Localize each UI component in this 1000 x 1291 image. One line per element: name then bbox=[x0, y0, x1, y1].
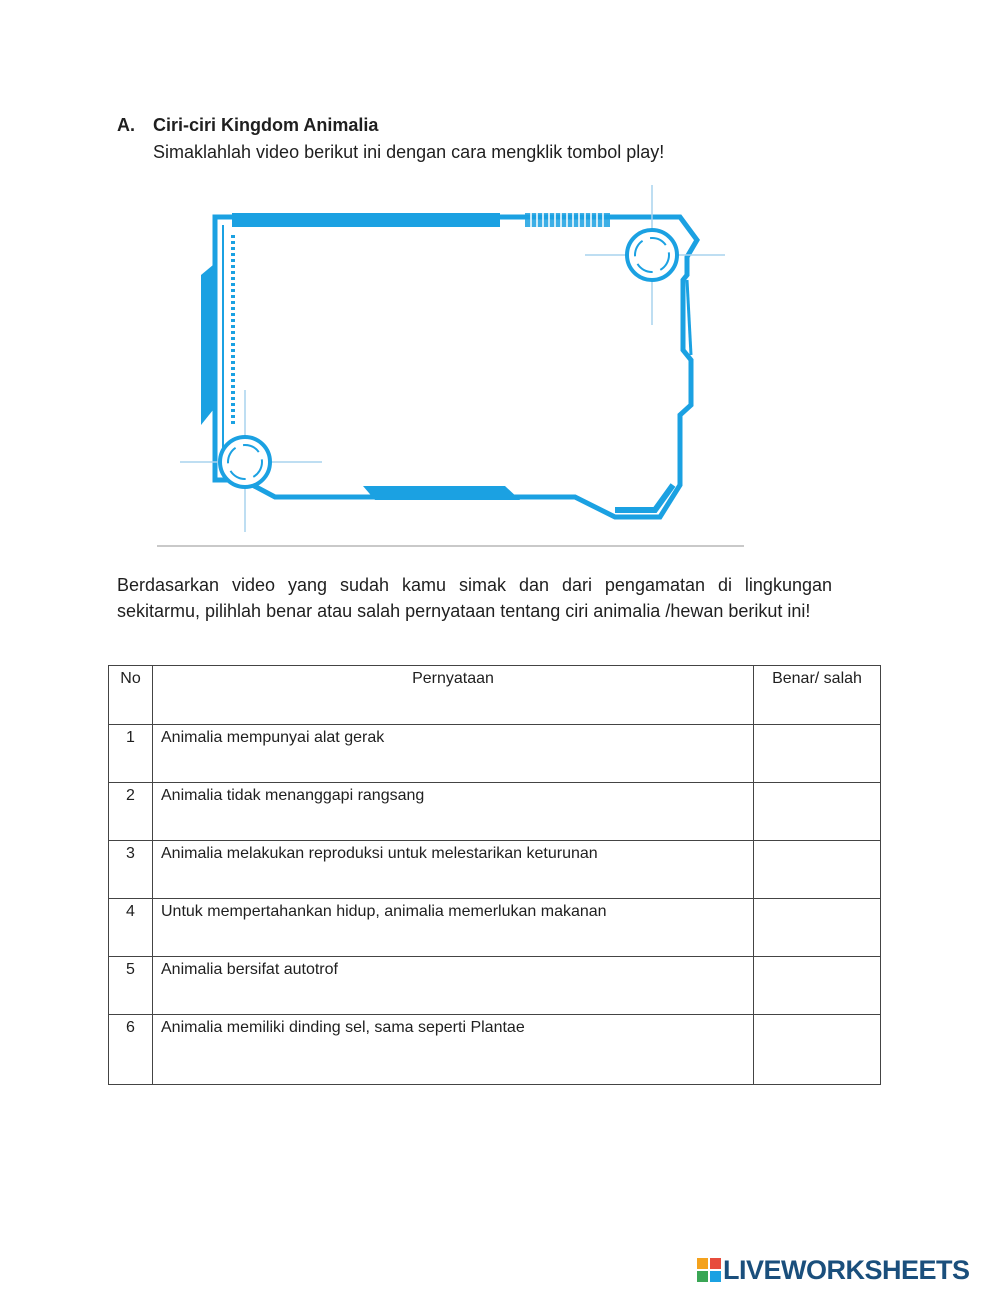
liveworksheets-logo[interactable] bbox=[697, 1255, 970, 1285]
header-statement: Pernyataan bbox=[153, 666, 754, 725]
liveworksheets-blocks-icon bbox=[697, 1258, 721, 1282]
row-number: 2 bbox=[109, 783, 153, 841]
table-header-row bbox=[109, 666, 881, 725]
row-number: 5 bbox=[109, 957, 153, 1015]
table-row bbox=[109, 725, 881, 783]
section-subtitle: Simaklahlah video berikut ini dengan cara mengklik tombol play! bbox=[153, 142, 665, 162]
row-statement: Animalia tidak menanggapi rangsang bbox=[153, 783, 754, 841]
statement-table bbox=[108, 665, 881, 1085]
header-no: No bbox=[109, 666, 153, 725]
row-number: 4 bbox=[109, 899, 153, 957]
table-row bbox=[109, 1015, 881, 1085]
row-statement: Animalia melakukan reproduksi untuk melestarikan keturunan bbox=[153, 841, 754, 899]
row-number: 1 bbox=[109, 725, 153, 783]
instructions-text: Berdasarkan video yang sudah kamu simak dan dari pengamatan di lingkungan sekitarmu, pilihlah benar atau salah pernyataan tentang ciri animalia /hewan berikut ini! bbox=[117, 575, 832, 621]
row-statement: Animalia memiliki dinding sel, sama seperti Plantae bbox=[153, 1015, 754, 1085]
table-row bbox=[109, 957, 881, 1015]
row-statement: Animalia mempunyai alat gerak bbox=[153, 725, 754, 783]
section-heading bbox=[117, 115, 378, 136]
answer-dropdown[interactable] bbox=[754, 841, 881, 899]
liveworksheets-wordmark: LIVEWORKSHEETS bbox=[723, 1254, 970, 1285]
section-letter: A. bbox=[117, 115, 135, 135]
answer-dropdown[interactable] bbox=[754, 1015, 881, 1085]
table-row bbox=[109, 783, 881, 841]
answer-dropdown[interactable] bbox=[754, 899, 881, 957]
video-player-frame[interactable] bbox=[175, 180, 735, 535]
row-statement: Untuk mempertahankan hidup, animalia memerlukan makanan bbox=[153, 899, 754, 957]
section-title: Ciri-ciri Kingdom Animalia bbox=[153, 115, 379, 135]
answer-dropdown[interactable] bbox=[754, 725, 881, 783]
tech-frame-graphic bbox=[175, 180, 735, 535]
header-answer: Benar/ salah bbox=[754, 666, 881, 725]
table-row bbox=[109, 899, 881, 957]
table-row bbox=[109, 841, 881, 899]
answer-dropdown[interactable] bbox=[754, 783, 881, 841]
divider-line bbox=[157, 545, 744, 547]
answer-dropdown[interactable] bbox=[754, 957, 881, 1015]
row-statement: Animalia bersifat autotrof bbox=[153, 957, 754, 1015]
row-number: 3 bbox=[109, 841, 153, 899]
row-number: 6 bbox=[109, 1015, 153, 1085]
